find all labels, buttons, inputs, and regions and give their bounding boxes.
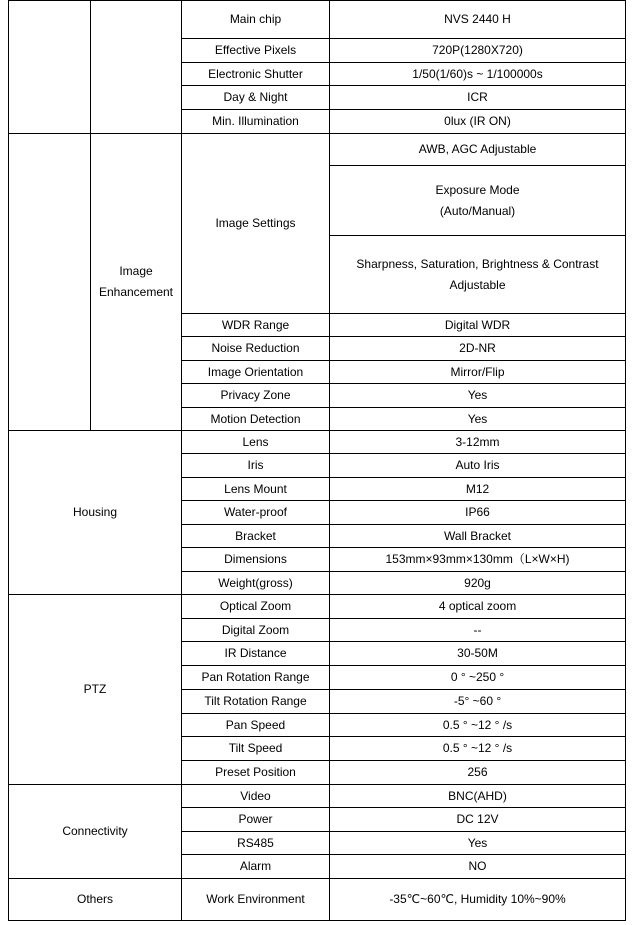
category-connectivity: Connectivity xyxy=(9,785,182,879)
spec-label: Main chip xyxy=(182,1,330,39)
spec-label: Work Environment xyxy=(182,879,330,921)
value-line: (Auto/Manual) xyxy=(439,203,516,218)
spec-label: Min. Illumination xyxy=(182,110,330,134)
table-row xyxy=(9,134,626,166)
spec-value: Digital WDR xyxy=(330,314,626,337)
spec-label: Preset Position xyxy=(182,761,330,785)
spec-value: 0.5 ° ~12 ° /s xyxy=(330,737,626,761)
spec-value xyxy=(330,166,626,236)
spec-label: Image Settings xyxy=(182,134,330,314)
spec-value: 0.5 ° ~12 ° /s xyxy=(330,714,626,737)
spec-label: Weight(gross) xyxy=(182,572,330,595)
spec-value: 0lux (IR ON) xyxy=(330,110,626,134)
spec-label: Effective Pixels xyxy=(182,39,330,63)
spec-label: WDR Range xyxy=(182,314,330,337)
spec-value: Yes xyxy=(330,832,626,855)
spec-value: M12 xyxy=(330,478,626,501)
spec-value: 1/50(1/60)s ~ 1/100000s xyxy=(330,63,626,86)
spec-label: IR Distance xyxy=(182,642,330,666)
spec-value: Auto Iris xyxy=(330,454,626,478)
spec-value: -5° ~60 ° xyxy=(330,690,626,714)
spec-label: Lens Mount xyxy=(182,478,330,501)
table-row xyxy=(9,431,626,454)
spec-value: NVS 2440 H xyxy=(330,1,626,39)
spec-label: Day & Night xyxy=(182,86,330,110)
spec-label: Lens xyxy=(182,431,330,454)
spec-value: AWB, AGC Adjustable xyxy=(330,134,626,166)
spec-value: -35℃~60℃, Humidity 10%~90% xyxy=(330,879,626,921)
spec-value: 30-50M xyxy=(330,642,626,666)
category-housing: Housing xyxy=(9,431,182,595)
category-line: Enhancement xyxy=(98,285,174,299)
spec-value: Wall Bracket xyxy=(330,525,626,548)
table-row xyxy=(9,1,626,39)
spec-label: Electronic Shutter xyxy=(182,63,330,86)
category-line: Image xyxy=(119,264,153,278)
category-others: Others xyxy=(9,879,182,921)
spec-label: Optical Zoom xyxy=(182,595,330,619)
spec-value: Yes xyxy=(330,408,626,431)
spec-label: Tilt Speed xyxy=(182,737,330,761)
spec-value: 153mm×93mm×130mm（L×W×H) xyxy=(330,548,626,572)
spec-value: ICR xyxy=(330,86,626,110)
spec-value: -- xyxy=(330,619,626,642)
spec-label: Motion Detection xyxy=(182,408,330,431)
spec-value: Yes xyxy=(330,384,626,408)
spec-label: Power xyxy=(182,808,330,832)
spec-value xyxy=(330,236,626,314)
spec-label: Noise Reduction xyxy=(182,337,330,361)
blank-cell xyxy=(9,134,91,431)
table-row xyxy=(9,785,626,808)
category-image-enhancement xyxy=(91,134,182,431)
spec-label: Image Orientation xyxy=(182,361,330,384)
spec-label: Alarm xyxy=(182,855,330,879)
spec-label: Pan Rotation Range xyxy=(182,666,330,690)
spec-label: Tilt Rotation Range xyxy=(182,690,330,714)
spec-label: Iris xyxy=(182,454,330,478)
spec-value: NO xyxy=(330,855,626,879)
spec-label: Dimensions xyxy=(182,548,330,572)
spec-value: Mirror/Flip xyxy=(330,361,626,384)
spec-value: 2D-NR xyxy=(330,337,626,361)
table-row xyxy=(9,595,626,619)
category-ptz: PTZ xyxy=(9,595,182,785)
value-line: Exposure Mode xyxy=(435,182,520,197)
spec-label: Digital Zoom xyxy=(182,619,330,642)
spec-value: 0 ° ~250 ° xyxy=(330,666,626,690)
spec-value: 4 optical zoom xyxy=(330,595,626,619)
value-line: Sharpness, Saturation, Brightness & Contrast xyxy=(356,256,599,271)
spec-value: 256 xyxy=(330,761,626,785)
spec-label: Water-proof xyxy=(182,501,330,525)
spec-label: Pan Speed xyxy=(182,714,330,737)
value-line: Adjustable xyxy=(449,277,506,292)
spec-value: 720P(1280X720) xyxy=(330,39,626,63)
table-row xyxy=(9,879,626,921)
spec-value: 3-12mm xyxy=(330,431,626,454)
spec-label: Video xyxy=(182,785,330,808)
spec-label: Privacy Zone xyxy=(182,384,330,408)
spec-table xyxy=(8,0,626,921)
spec-value: IP66 xyxy=(330,501,626,525)
blank-cell xyxy=(9,1,91,134)
spec-label: Bracket xyxy=(182,525,330,548)
spec-value: BNC(AHD) xyxy=(330,785,626,808)
spec-value: DC 12V xyxy=(330,808,626,832)
spec-label: RS485 xyxy=(182,832,330,855)
blank-cell xyxy=(91,1,182,134)
spec-value: 920g xyxy=(330,572,626,595)
